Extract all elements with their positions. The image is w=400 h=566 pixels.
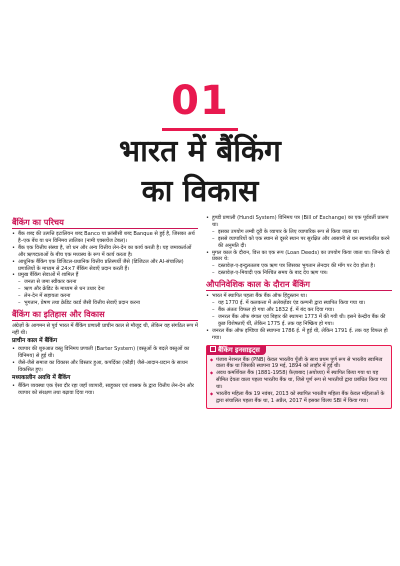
insights-heading <box>207 346 266 355</box>
hundi-detail: – इसका उपयोग लम्बी दूरी के व्यापार के लिए व्यापारिक रूप से किया जाता था। <box>212 229 392 236</box>
medieval-item: • बैंकिंग व्यवस्था एक ऐसा दौर रहा जहाँ व्यापारी, साहूकार एवं शासक के द्वारा वित्तीय लेन-देन और व्यापार को संरक्षण तथा बढ़ावा दिया गया। <box>12 383 198 397</box>
intro-item: • बैंक एक वित्तीय संस्था है, जो धन और अन्य वित्तीय लेन-देन का कार्य करती है। यह जमाकर्ताओं और ऋणदाताओं के बीच एक मध्यस्थ के रूप में कार्य करता है। <box>12 245 198 259</box>
hundi-list <box>206 215 392 229</box>
insights-list <box>210 357 388 405</box>
service-item: – ऋण और क्रेडिट के माध्यम से धन उधार देना <box>18 286 198 293</box>
section-heading-colonial: औपनिवेशिक काल के दौरान बैंकिंग <box>206 279 392 291</box>
intro-item: • बैंक शब्द की उत्पत्ति इटालियन शब्द Banco या फ्रांसीसी शब्द Banque से हुई है, जिसका अर्थ है–एक बेंच या धन विनिमय तालिका (नामी एक्सचेंज टेबल)। <box>12 231 198 245</box>
ancient-item: • व्यापार की शुरुआत वस्तु विनिमय प्रणाली (Barter System) (वस्तुओं के बदले वस्तुओं का विनिमय) से हुई थी। <box>12 346 198 360</box>
colonial-detail: – यह 1770 ई. में कलकत्ता में अलेक्ज़ेंडर एंड कम्पनी द्वारा स्थापित किया गया था। <box>212 300 392 307</box>
insight-item: ◆ अवध कमर्शियल बैंक (1881-1958) फ़ैज़ाबाद (अयोध्या) में स्थापित किया गया था यह सीमित देयता वाला पहला भारतीय बैंक था, जिसे पूर्ण रूप से भारतीयों द्वारा प्रबंधित किया गया था। <box>210 370 388 391</box>
insight-item: ◆ पंजाब नेशनल बैंक (PNB) केवल भारतीय पूँजी के साथ प्रथम पूर्ण रूप से भारतीय स्वामित्व वाला बैंक था जिसकी स्थापना 19 मई, 1894 को लाहौर में हुई थी। <box>210 357 388 371</box>
service-item: – भुगतान, प्रेषण तथा क्रेडिट कार्ड जैसी वित्तीय सेवाएँ प्रदान करना <box>18 300 198 307</box>
services-intro: • प्रमुख बैंकिंग सेवाओं में शामिल हैं <box>12 272 198 279</box>
services-list <box>12 279 198 307</box>
mughal-types <box>206 263 392 277</box>
intro-item: • आधुनिक बैंकिंग एक डिजिटल-प्रधानिक वित्तीय प्रतिस्पर्धी जैसे (डिजिटल और AI-संचालित) प्रणालियों के माध्यम से 24×7 बैंकिंग सेवाएँ प्रदान करती हैं। <box>12 259 198 273</box>
colonial-detail: – जनरल बैंक ऑफ बंगाल एवं बिहार की स्थापना 1773 में की गयी थी। इसने केन्द्रीय बैंक की कुछ विशेषताएँ थीं, लेकिन 1775 ई. तक यह निष्क्रिय हो गया। <box>212 314 392 328</box>
section-heading-intro: बैंकिंग का परिचय <box>12 217 198 229</box>
mughal-type: – दस्तावेज़-ए-मियादी एक निश्चित समय के बाद देय ऋण पत्र। <box>212 270 392 277</box>
chapter-title <box>0 132 400 212</box>
hundi-details <box>206 229 392 250</box>
chapter-number-underline <box>162 128 238 131</box>
insights-heading-text: बैंकिंग इनसाइट्स <box>218 345 260 354</box>
ancient-item: • जैसे-जैसे समाज का विकास और विस्तार हुआ, कपर्दिका (कौड़ी) जैसे-आदान-प्रदान के साधन विकसित हुए। <box>12 360 198 374</box>
intro-list <box>12 231 198 279</box>
colonial-detail: – बैंक अंततः विफल हो गया और 1832 ई. में बंद कर दिया गया। <box>212 307 392 314</box>
chapter-number: 01 <box>171 78 229 124</box>
mughal-type: – दस्तावेज़-ए-इन्दुलतलब एक ऋण पत्र जिसका भुगतान लेनदार की माँग पर देय होता है। <box>212 263 392 270</box>
left-column <box>12 215 198 397</box>
right-column <box>206 215 392 409</box>
insights-box <box>206 345 392 409</box>
hundi-item: • हुण्डी प्रणाली (Hundi System) विनिमय पत्र (Bill of Exchange) का एक पूर्ववर्ती प्रारूप था। <box>206 215 392 229</box>
subheading-medieval: मध्यकालीन अवधि में बैंकिंग <box>12 374 71 381</box>
colonial-item: • भारत में स्थापित पहला बैंक बैंक ऑफ हिंदुस्तान था। <box>206 293 392 300</box>
subheading-ancient: प्राचीन काल में बैंकिंग <box>12 337 58 344</box>
section-heading-history: बैंकिंग का इतिहास और विकास <box>12 309 198 321</box>
general-bank-list <box>206 328 392 342</box>
history-paragraph: अंग्रेज़ों के आगमन से पूर्व भारत में बैंकिंग प्रणाली प्राचीन काल से मौजूद थी, लेकिन यह संगठित रूप में नहीं थी। <box>12 322 198 336</box>
service-item: – जनता से जमा स्वीकार करना <box>18 279 198 286</box>
insight-item: ◆ भारतीय महिला बैंक 19 नवंबर, 2013 को स्थापित भारतीय महिला बैंक केवल महिलाओं के द्वारा संचालित पहला बैंक था, 1 अप्रैल, 2017 में इसका विलय SBI में किया गया। <box>210 391 388 405</box>
mughal-list <box>206 250 392 264</box>
mughal-item: • मुगल काल के दौरान, वित्त का एक रूप (Loan Deeds) का उपयोग किया जाता था। जिनके दो प्रकार थे: <box>206 250 392 264</box>
hundi-detail: – इससे व्यापारियों को एक स्थान से दूसरे स्थान पर सुरक्षित और आसानी से धन स्थानांतरित करने की अनुमति दी। <box>212 236 392 250</box>
service-item: – लेन-देन में सहायता करना <box>18 293 198 300</box>
medieval-list <box>12 383 198 397</box>
book-icon <box>210 346 216 352</box>
chapter-title-line-2: का विकास <box>141 174 259 209</box>
chapter-title-line-1: भारत में बैंकिंग <box>119 134 281 169</box>
ancient-list <box>12 346 198 374</box>
general-bank-item: • जनरल बैंक ऑफ इण्डिया की स्थापना 1786 ई. में हुई थी, लेकिन 1791 ई. तक यह विफल हो गया। <box>206 328 392 342</box>
colonial-details <box>206 300 392 328</box>
